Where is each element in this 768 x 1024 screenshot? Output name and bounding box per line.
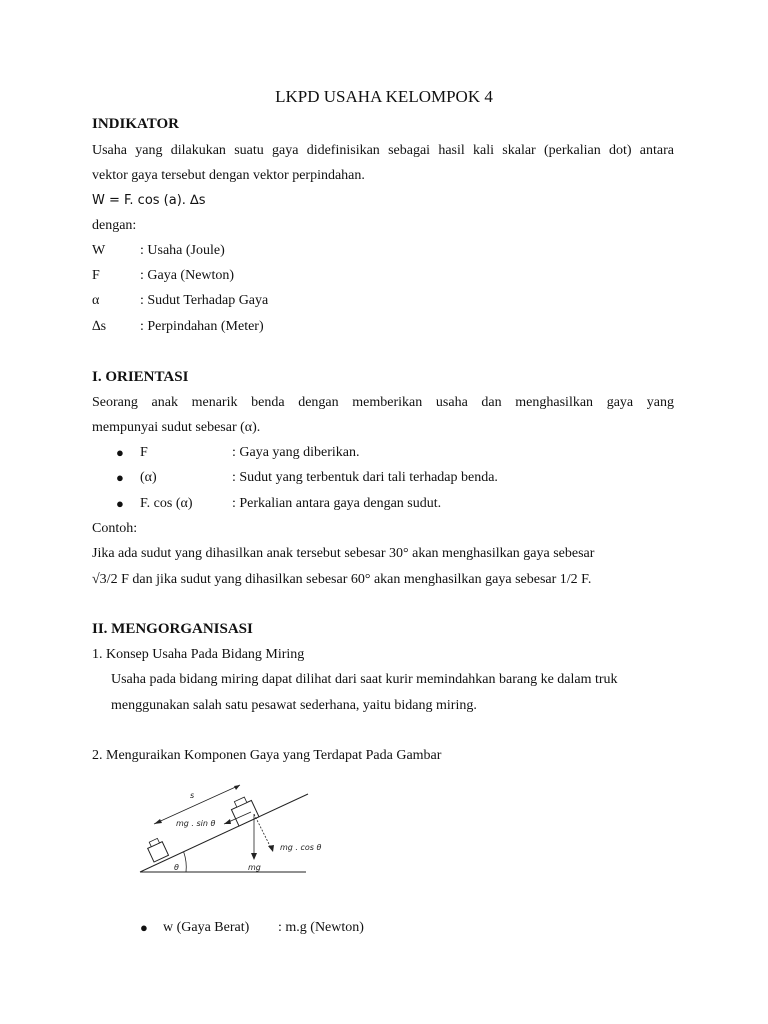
orientasi-heading: I. ORIENTASI xyxy=(92,369,189,385)
definition-symbol: F xyxy=(92,268,100,283)
label-mg-sin: mg . sin θ xyxy=(176,819,216,828)
numbered-item-1: 1. Konsep Usaha Pada Bidang Miring xyxy=(92,647,305,662)
bullet-dot: ● xyxy=(116,496,124,511)
label-theta: θ xyxy=(174,863,179,872)
definition-symbol: W xyxy=(92,243,106,258)
indikator-heading: INDIKATOR xyxy=(92,116,179,132)
definition-text: : Sudut Terhadap Gaya xyxy=(140,293,269,308)
bullet-term: w (Gaya Berat) xyxy=(163,920,250,935)
indikator-paragraph-line-1: Usaha yang dilakukan suatu gaya didefinisikan sebagai hasil kali skalar (perkalian dot) antara xyxy=(92,143,674,158)
indikator-paragraph-line-2: vektor gaya tersebut dengan vektor perpindahan. xyxy=(92,168,365,183)
label-mg: mg xyxy=(248,863,261,872)
bullet-definition: : Gaya yang diberikan. xyxy=(232,445,360,460)
orientasi-paragraph-line-1: Seorang anak menarik benda dengan memberikan usaha dan menghasilkan gaya yang xyxy=(92,395,674,410)
contoh-line-1: Jika ada sudut yang dihasilkan anak tersebut sebesar 30° akan menghasilkan gaya sebesar xyxy=(92,546,595,561)
work-formula: W = F. cos (a). ∆s xyxy=(92,193,206,208)
numbered-item-2: 2. Menguraikan Komponen Gaya yang Terdapat Pada Gambar xyxy=(92,748,442,763)
incline-line xyxy=(140,794,308,872)
bullet-definition: : Sudut yang terbentuk dari tali terhadap benda. xyxy=(232,470,498,485)
definition-text: : Gaya (Newton) xyxy=(140,268,235,283)
item-1-text-line-2: menggunakan salah satu pesawat sederhana, yaitu bidang miring. xyxy=(111,698,477,713)
bullet-definition: : Perkalian antara gaya dengan sudut. xyxy=(232,496,442,511)
label-s: s xyxy=(190,791,195,800)
item-1-text-line-1: Usaha pada bidang miring dapat dilihat dari saat kurir memindahkan barang ke dalam truk xyxy=(111,672,618,687)
contoh-label: Contoh: xyxy=(92,521,138,536)
angle-arc xyxy=(184,852,187,872)
bullet-term: (α) xyxy=(140,470,157,485)
bullet-dot: ● xyxy=(116,445,124,460)
bullet-definition: : m.g (Newton) xyxy=(278,920,364,935)
contoh-line-2: √3/2 F dan jika sudut yang dihasilkan sebesar 60° akan menghasilkan gaya sebesar 1/2 F. xyxy=(92,572,592,587)
definition-symbol: ∆s xyxy=(92,319,107,334)
definition-text: : Usaha (Joule) xyxy=(140,243,225,258)
orientasi-paragraph-line-2: mempunyai sudut sebesar (α). xyxy=(92,420,261,435)
dengan-label: dengan: xyxy=(92,218,137,233)
definition-symbol: α xyxy=(92,293,100,308)
bullet-dot: ● xyxy=(140,920,148,935)
bullet-term: F xyxy=(140,445,148,460)
bullet-term: F. cos (α) xyxy=(140,496,193,511)
definition-text: : Perpindahan (Meter) xyxy=(140,319,264,334)
inclined-plane-diagram xyxy=(136,784,336,884)
label-mg-cos: mg . cos θ xyxy=(280,843,322,852)
bullet-dot: ● xyxy=(116,470,124,485)
mengorganisasi-heading: II. MENGORGANISASI xyxy=(92,621,253,637)
lower-box xyxy=(146,837,169,862)
mg-cos-arrow xyxy=(254,814,272,850)
document-title: LKPD USAHA KELOMPOK 4 xyxy=(275,87,493,106)
upper-box xyxy=(229,795,259,826)
